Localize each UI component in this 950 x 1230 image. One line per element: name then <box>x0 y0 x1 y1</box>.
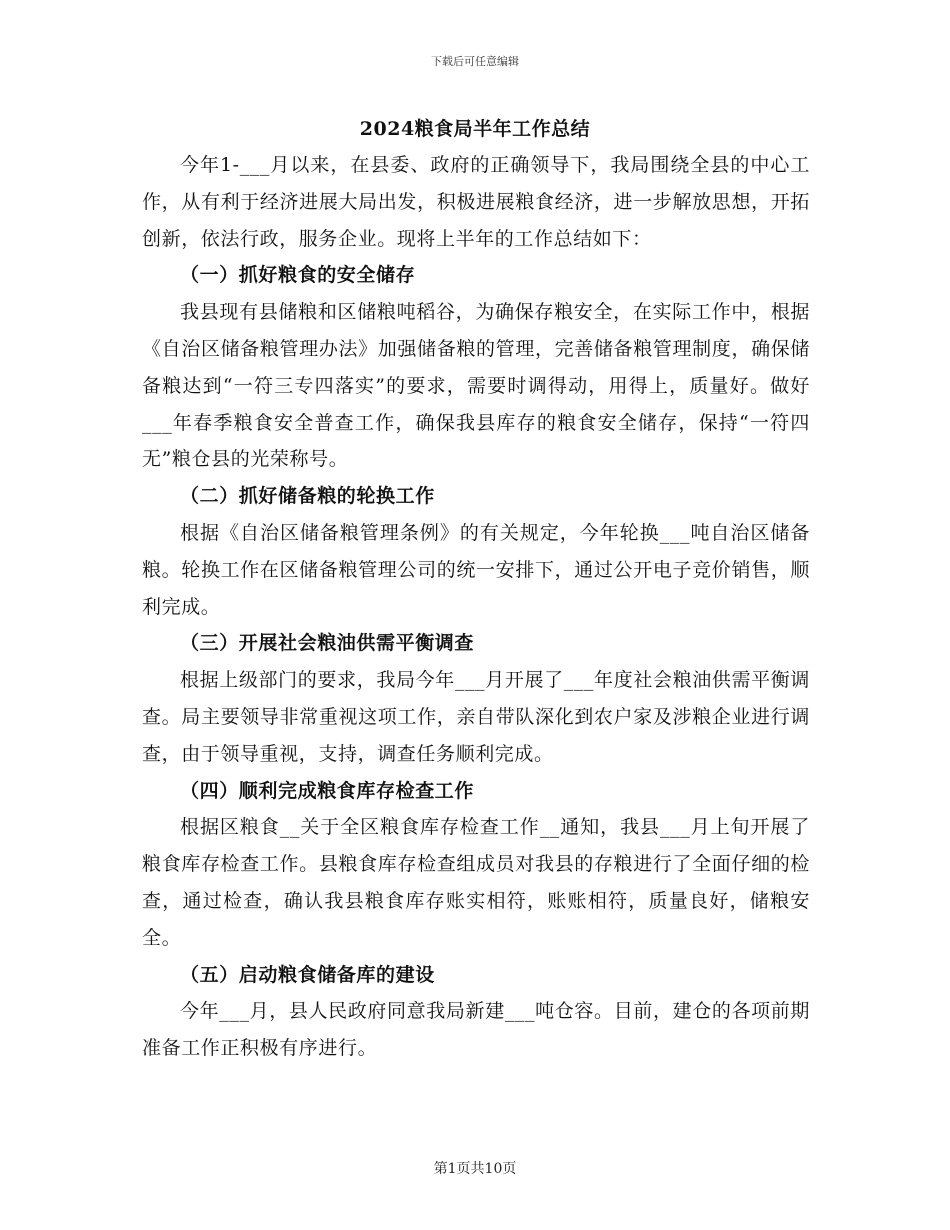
section-paragraph-1: 我县现有县储粮和区储粮吨稻谷，为确保存粮安全，在实际工作中，根据《自治区储备粮管理办法》加强储备粮的管理，完善储备粮管理制度，确保储备粮达到“一符三专四落实”的要求，需要时调得动，用得上，质量好。做好___年春季粮食安全普查工作，确保我县库存的粮食安全储存，保持“一符四无”粮仓县的光荣称号。 <box>142 301 810 471</box>
section-paragraph-2: 根据《自治区储备粮管理条例》的有关规定，今年轮换___吨自治区储备粮。轮换工作在区储备粮管理公司的统一安排下，通过公开电子竞价销售，顺利完成。 <box>142 521 810 618</box>
section-paragraph-3: 根据上级部门的要求，我局今年___月开展了___年度社会粮油供需平衡调查。局主要领导非常重视这项工作，亲自带队深化到农户家及涉粮企业进行调查，由于领导重视，支持，调查任务顺利完成。 <box>142 669 810 765</box>
section-heading-4: （四）顺利完成粮食库存检查工作 <box>180 779 475 802</box>
section-heading-3: （三）开展社会粮油供需平衡调查 <box>180 632 475 655</box>
section-paragraph-5: 今年___月，县人民政府同意我局新建___吨仓容。目前，建仓的各项前期准备工作正积极有序进行。 <box>142 1000 810 1060</box>
section-heading-5: （五）启动粮食储备库的建设 <box>180 963 435 986</box>
header-note: 下载后可任意编辑 <box>431 55 519 68</box>
document-title: 2024粮食局半年工作总结 <box>359 118 591 140</box>
section-heading-2: （二）抓好储备粮的轮换工作 <box>180 485 435 508</box>
intro-paragraph: 今年1-___月以来，在县委、政府的正确领导下，我局围绕全县的中心工作，从有利于经济进展大局出发，积极进展粮食经济，进一步解放思想，开拓创新，依法行政，服务企业。现将上半年的工作总结如下： <box>142 154 810 250</box>
section-paragraph-4: 根据区粮食__关于全区粮食库存检查工作__通知，我县___月上旬开展了粮食库存检查工作。县粮食库存检查组成员对我县的存粮进行了全面仔细的检查，通过检查，确认我县粮食库存账实相符，账账相符，质量良好，储粮安全。 <box>142 816 810 949</box>
section-heading-1: （一）抓好粮食的安全储存 <box>180 264 416 287</box>
page-number: 第1页共10页 <box>433 1161 517 1177</box>
document-body <box>142 147 810 1067</box>
